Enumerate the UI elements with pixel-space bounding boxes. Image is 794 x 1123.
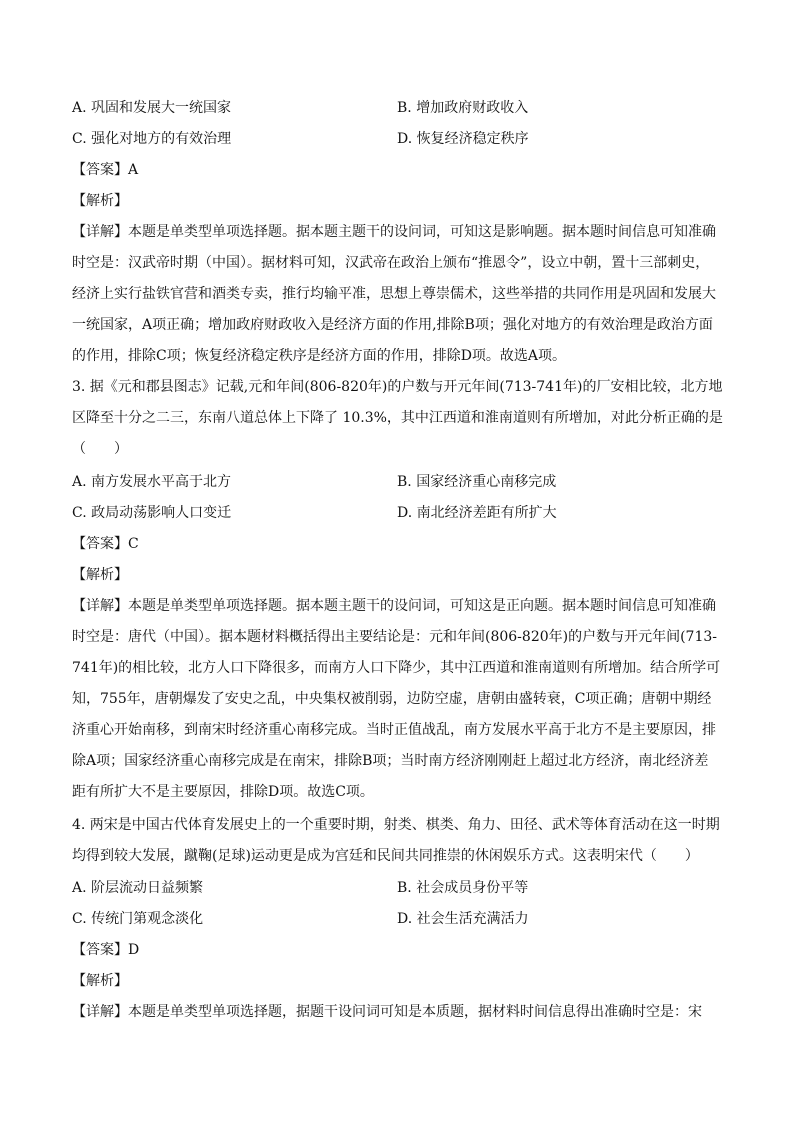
q4-stem-line: 4. 两宋是中国古代体育发展史上的一个重要时期，射类、棋类、角力、田径、武术等体育活动在这一时期: [72, 817, 720, 833]
q4-option-a: A. 阶层流动日益频繁: [72, 880, 204, 896]
q3-detail-line: 距有所扩大不是主要原因，排除D项。故选C项。: [72, 784, 374, 800]
q4-analysis-label: 【解析】: [72, 973, 128, 989]
q4-stem-line: 均得到较大发展，蹴鞠(足球)运动更是成为宫廷和民间共同推崇的休闲娱乐方式。这表明宋代（ ）: [72, 848, 699, 864]
q4-detail-line: 【详解】本题是单类型单项选择题，据题干设问词可知是本质题，据材料时间信息得出准确时空是：宋: [72, 1004, 702, 1020]
q4-option-b: B. 社会成员身份平等: [397, 880, 529, 896]
q4-answer: 【答案】D: [72, 942, 140, 958]
q2-detail-line: 的作用，排除C项；恢复经济稳定秩序是经济方面的作用，排除D项。故选A项。: [72, 348, 567, 364]
q3-detail-line: 知，755年，唐朝爆发了安史之乱，中央集权被削弱，边防空虚，唐朝由盛转衰，C项正确；唐朝中期经: [72, 691, 712, 707]
q3-option-d: D. 南北经济差距有所扩大: [397, 505, 557, 521]
q2-detail-line: 一统国家，A项正确；增加政府财政收入是经济方面的作用,排除B项；强化对地方的有效治理是政治方面: [72, 317, 713, 333]
q3-stem-line: 区降至十分之二三，东南八道总体上下降了 10.3%，其中江西道和淮南道则有所增加，对此分析正确的是: [72, 410, 723, 426]
q2-detail-line: 经济上实行盐铁官营和酒类专卖，推行均输平准，思想上尊崇儒术，这些举措的共同作用是巩固和发展大: [72, 286, 716, 302]
q3-stem-line: 3. 据《元和郡县图志》记载,元和年间(806-820年)的户数与开元年间(713-741年)的厂安相比较，北方地: [72, 379, 723, 395]
q2-option-b: B. 增加政府财政收入: [397, 100, 529, 116]
q3-analysis-label: 【解析】: [72, 567, 128, 583]
q2-answer: 【答案】A: [72, 162, 139, 178]
q3-stem-line: （ ）: [72, 441, 128, 457]
q3-detail-line: 济重心开始南移，到南宋时经济重心南移完成。当时正值战乱，南方发展水平高于北方不是主要原因，排: [72, 722, 716, 738]
q3-detail-line: 除A项；国家经济重心南移完成是在南宋，排除B项；当时南方经济刚刚赶上超过北方经济，南北经济差: [72, 753, 709, 769]
q4-option-d: D. 社会生活充满活力: [397, 911, 529, 927]
q3-detail-line: 时空是：唐代（中国）。据本题材料概括得出主要结论是：元和年间(806-820年)的户数与开元年间(713-: [72, 629, 718, 645]
q2-option-a: A. 巩固和发展大一统国家: [72, 100, 232, 116]
q2-detail-line: 【详解】本题是单类型单项选择题。据本题主题干的设问词，可知这是影响题。据本题时间信息可知准确: [72, 224, 716, 240]
q3-detail-line: 741年)的相比较，北方人口下降很多，而南方人口下降少，其中江西道和淮南道则有所增加。结合所学可: [72, 660, 721, 676]
q3-answer: 【答案】C: [72, 536, 139, 552]
q2-detail-line: 时空是：汉武帝时期（中国）。据材料可知，汉武帝在政治上颁布“推恩令”，设立中朝，置十三部刺史，: [72, 255, 710, 271]
q3-option-a: A. 南方发展水平高于北方: [72, 474, 232, 490]
q2-option-d: D. 恢复经济稳定秩序: [397, 131, 529, 147]
q2-option-c: C. 强化对地方的有效治理: [72, 131, 232, 147]
q3-option-c: C. 政局动荡影响人口变迁: [72, 505, 232, 521]
q2-analysis-label: 【解析】: [72, 193, 128, 209]
q4-option-c: C. 传统门第观念淡化: [72, 911, 204, 927]
q3-option-b: B. 国家经济重心南移完成: [397, 474, 557, 490]
q3-detail-line: 【详解】本题是单类型单项选择题。据本题主题干的设问词，可知这是正向题。据本题时间信息可知准确: [72, 598, 716, 614]
